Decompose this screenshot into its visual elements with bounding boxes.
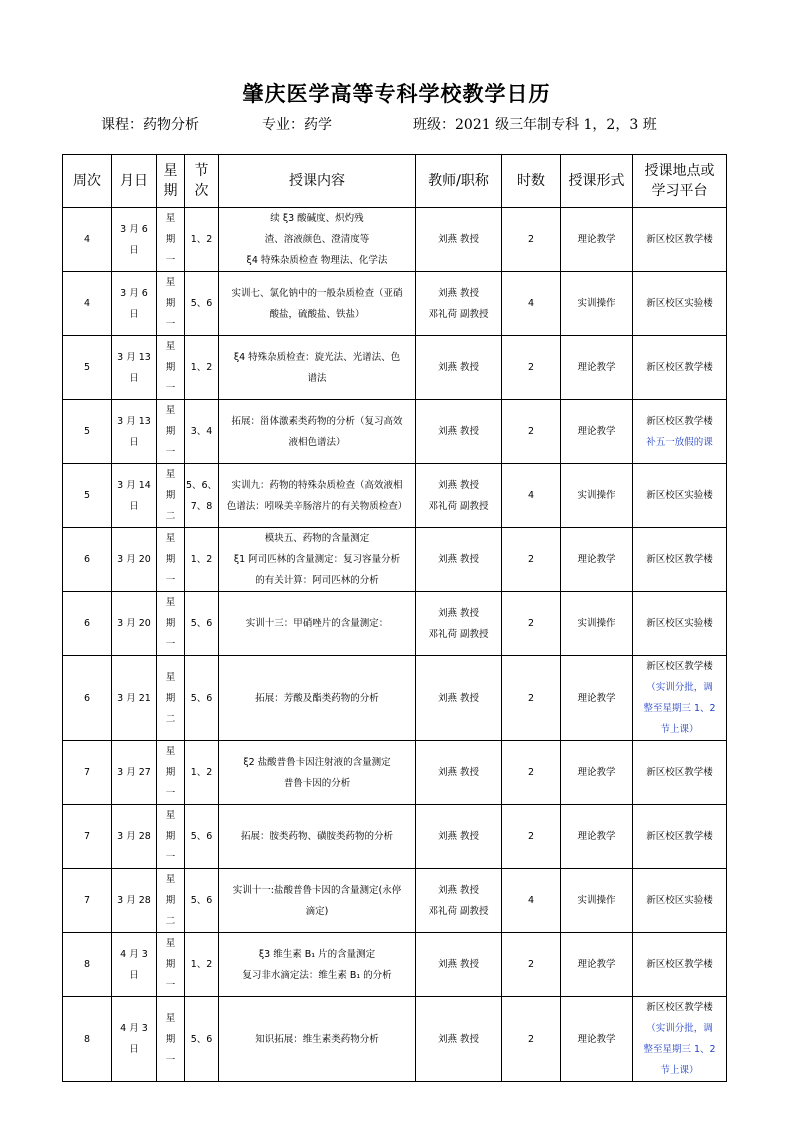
section-line: 1、2 [190,234,213,245]
content-cell [219,272,416,336]
date-line: 3 月 28 [117,831,151,842]
place-note-line: 节上课） [660,724,699,735]
content-line: 拓展：甾体激素类药物的分析（复习高效 [231,415,403,427]
weekday-line: 期 [165,895,176,906]
content-line: 实训九：药物的特殊杂质检查（高效液相 [231,479,403,491]
section-cell [185,869,219,933]
table-row [63,805,727,869]
place-note-line: 整至星期三 1、2 [643,1044,716,1055]
place-cell [633,464,727,528]
week-cell: 4 [63,208,112,272]
content-line: 谱法 [307,372,327,384]
weekday-line: 星 [165,213,176,224]
date-cell [112,741,157,805]
form-cell: 理论教学 [561,336,633,400]
weekday-line: 星 [165,1012,176,1024]
week-cell: 7 [63,805,112,869]
weekday-line: 期 [165,490,176,501]
section-line: 5、6 [190,618,213,629]
content-cell [219,933,416,997]
place-cell [633,208,727,272]
date-line: 日 [129,1044,139,1055]
weekday-line: 二 [165,916,176,927]
weekday-cell [157,805,185,869]
header-content: 授课内容 [219,155,416,208]
content-cell [219,805,416,869]
section-cell [185,805,219,869]
teacher-line: 刘燕 教授 [437,692,480,704]
teacher-line: 刘燕 教授 [437,767,480,778]
form-cell: 实训操作 [561,592,633,656]
weekday-line: 星 [165,746,176,757]
content-line: 复习非水滴定法：维生素 B₁ 的分析 [242,969,392,981]
date-line: 3 月 27 [117,767,151,778]
header-section: 节 次 [185,155,219,208]
teacher-line: 刘燕 教授 [437,959,480,970]
date-line: 日 [129,372,139,384]
header-row [63,155,727,208]
week-cell: 7 [63,741,112,805]
content-cell [219,592,416,656]
hours-cell: 2 [502,400,561,464]
weekday-line: 星 [165,533,176,544]
date-cell [112,933,157,997]
teacher-cell [416,741,502,805]
hours-cell: 2 [502,336,561,400]
content-line: 模块五、药物的含量测定 [264,533,370,544]
weekday-line: 期 [165,234,176,245]
place-line: 新区校区教学楼 [646,831,713,842]
content-cell [219,336,416,400]
place-cell [633,805,727,869]
teacher-line: 刘燕 教授 [437,1033,480,1045]
place-note-line: （实训分批，调 [646,1023,713,1034]
place-line: 新区校区教学楼 [646,661,713,672]
weekday-cell [157,208,185,272]
content-line: 拓展：胺类药物、磺胺类药物的分析 [240,831,393,842]
teacher-line: 刘燕 教授 [437,287,480,299]
section-cell [185,272,219,336]
place-cell [633,741,727,805]
date-line: 3 月 21 [117,692,151,704]
hours-cell: 2 [502,656,561,741]
content-line: 知识拓展：维生素类药物分析 [255,1033,379,1045]
header-weekday: 星 期 [157,155,185,208]
form-cell: 理论教学 [561,805,633,869]
section-line: 1、2 [190,362,213,373]
weekday-line: 期 [165,554,176,565]
teacher-line: 邓礼荷 副教授 [428,308,489,320]
weekday-cell [157,528,185,592]
date-line: 3 月 20 [117,554,151,565]
header-form: 授课形式 [561,155,633,208]
teacher-line: 邓礼荷 副教授 [428,905,489,917]
table-row [63,400,727,464]
content-line: 酸盐，硫酸盐、铁盐） [269,308,365,320]
teacher-cell [416,272,502,336]
hours-cell: 4 [502,464,561,528]
weekday-cell [157,272,185,336]
content-cell [219,208,416,272]
weekday-line: 一 [165,575,176,586]
place-note-line: 整至星期三 1、2 [643,703,716,714]
section-cell [185,336,219,400]
date-cell [112,997,157,1082]
content-line: 的有关计算：阿司匹林的分析 [255,575,379,586]
table-row [63,336,727,400]
form-cell: 理论教学 [561,656,633,741]
week-cell: 7 [63,869,112,933]
weekday-line: 期 [165,298,176,309]
table-row [63,997,727,1082]
table-row [63,528,727,592]
weekday-line: 一 [165,1054,176,1066]
weekday-cell [157,656,185,741]
major-label: 专业：药学 [262,117,332,133]
content-cell [219,400,416,464]
place-cell [633,656,727,741]
date-line: 3 月 14 [117,479,151,491]
content-line: 实训七、氯化钠中的一般杂质检查（亚硝 [231,287,403,299]
section-line: 5、6 [190,298,213,309]
teacher-line: 邓礼荷 副教授 [428,500,489,512]
place-line: 新区校区教学楼 [646,362,713,373]
place-note-line: 补五一放假的课 [646,436,713,448]
date-line: 日 [129,969,139,981]
place-cell [633,400,727,464]
teacher-cell [416,869,502,933]
date-cell [112,464,157,528]
date-cell [112,528,157,592]
place-cell [633,592,727,656]
place-line: 新区校区教学楼 [646,767,713,778]
date-cell [112,336,157,400]
date-cell [112,208,157,272]
section-line: 7、8 [190,500,213,512]
content-line: ξ4 特殊杂质检查：旋光法、光谱法、色 [233,351,401,363]
date-line: 4 月 3 [120,948,148,960]
page-title: 肇庆医学高等专科学校教学日历 [242,82,551,106]
content-line: 拓展：芳酸及酯类药物的分析 [255,692,379,704]
date-line: 日 [129,500,139,512]
hours-cell: 2 [502,805,561,869]
weekday-line: 期 [165,831,176,842]
content-line: ξ2 盐酸普鲁卡因注射液的含量测定 [243,756,391,768]
table-row [63,741,727,805]
teacher-cell [416,400,502,464]
form-cell: 理论教学 [561,933,633,997]
hours-cell: 2 [502,208,561,272]
weekday-line: 星 [165,874,176,885]
place-line: 新区校区教学楼 [646,959,713,970]
form-cell: 实训操作 [561,869,633,933]
teacher-line: 邓礼荷 副教授 [428,628,489,640]
date-cell [112,592,157,656]
weekday-cell [157,464,185,528]
weekday-line: 期 [165,362,176,373]
section-cell [185,464,219,528]
teacher-line: 刘燕 教授 [437,607,480,619]
teacher-cell [416,464,502,528]
section-cell [185,656,219,741]
date-line: 3 月 6 [120,223,148,235]
weekday-line: 星 [165,405,176,416]
hours-cell: 2 [502,741,561,805]
hours-cell: 2 [502,528,561,592]
content-line: ξ3 维生素 B₁ 片的含量测定 [258,948,376,960]
teacher-line: 刘燕 教授 [437,831,480,842]
weekday-line: 一 [165,447,176,458]
header-date: 月日 [112,155,157,208]
weekday-cell [157,997,185,1082]
weekday-line: 星 [165,938,176,949]
teacher-cell [416,805,502,869]
date-cell [112,272,157,336]
week-cell: 6 [63,528,112,592]
table-row [63,464,727,528]
teacher-line: 刘燕 教授 [437,884,480,896]
hours-cell: 4 [502,272,561,336]
section-cell [185,997,219,1082]
header-week: 周次 [63,155,112,208]
content-cell [219,656,416,741]
table-row [63,656,727,741]
section-cell [185,933,219,997]
place-line: 新区校区实验楼 [646,618,713,629]
hours-cell: 2 [502,592,561,656]
weekday-line: 一 [165,383,176,394]
date-cell [112,400,157,464]
teacher-cell [416,592,502,656]
weekday-line: 星 [165,341,176,352]
week-cell: 6 [63,656,112,741]
weekday-line: 一 [165,319,176,330]
date-line: 3 月 28 [117,895,151,906]
date-line: 日 [129,308,139,320]
weekday-line: 星 [165,469,176,480]
hours-cell: 2 [502,933,561,997]
week-cell: 8 [63,997,112,1082]
form-cell: 理论教学 [561,741,633,805]
weekday-cell [157,336,185,400]
place-note-line: （实训分批，调 [646,682,713,693]
table-row [63,592,727,656]
teacher-cell [416,208,502,272]
content-cell [219,869,416,933]
teacher-line: 刘燕 教授 [437,554,480,565]
teacher-cell [416,656,502,741]
teacher-cell [416,336,502,400]
content-line: 滴定) [305,905,329,917]
section-cell [185,528,219,592]
weekday-line: 星 [165,810,176,821]
content-cell [219,741,416,805]
section-cell [185,592,219,656]
weekday-line: 二 [165,511,176,522]
weekday-cell [157,933,185,997]
weekday-line: 一 [165,980,176,991]
content-line: 普鲁卡因的分析 [283,777,351,789]
date-line: 3 月 13 [117,351,151,363]
content-line: 实训十一:盐酸普鲁卡因的含量测定(永停 [232,884,402,896]
date-line: 3 月 13 [117,415,151,427]
content-line: 渣、溶液颜色、澄清度等 [264,234,370,245]
teacher-line: 刘燕 教授 [437,234,480,245]
date-cell [112,656,157,741]
week-cell: 5 [63,464,112,528]
section-cell [185,400,219,464]
place-cell [633,528,727,592]
date-cell [112,869,157,933]
teacher-cell [416,933,502,997]
weekday-line: 二 [165,713,176,725]
content-line: ξ4 特殊杂质检查 物理法、化学法 [246,255,388,266]
section-cell [185,208,219,272]
teacher-line: 刘燕 教授 [437,426,480,437]
section-line: 1、2 [190,767,213,778]
place-line: 新区校区实验楼 [646,895,713,906]
content-line: 液相色谱法） [288,436,346,448]
section-line: 1、2 [190,959,213,970]
weekday-cell [157,592,185,656]
teacher-line: 刘燕 教授 [437,362,480,373]
place-cell [633,336,727,400]
form-cell: 实训操作 [561,272,633,336]
content-line: ξ1 阿司匹林的含量测定：复习容量分析 [233,554,401,565]
date-cell [112,805,157,869]
section-cell [185,741,219,805]
date-line: 3 月 20 [117,618,151,629]
weekday-cell [157,741,185,805]
place-line: 新区校区教学楼 [646,415,713,427]
date-line: 日 [129,244,139,256]
table-row [63,272,727,336]
weekday-line: 期 [165,767,176,778]
content-cell [219,528,416,592]
teacher-cell [416,997,502,1082]
section-line: 1、2 [190,554,213,565]
table-row [63,869,727,933]
weekday-line: 一 [165,852,176,863]
place-line: 新区校区教学楼 [646,554,713,565]
class-label: 班级：2021 级三年制专科 1，2，3 班 [413,117,657,133]
content-line: 续 ξ3 酸碱度、炽灼残 [270,213,364,224]
section-line: 5、6 [190,1033,213,1045]
date-line: 日 [129,436,139,448]
form-cell: 理论教学 [561,400,633,464]
hours-cell: 4 [502,869,561,933]
weekday-line: 星 [165,671,176,683]
form-cell: 实训操作 [561,464,633,528]
place-note-line: 节上课） [660,1065,699,1076]
date-line: 4 月 3 [120,1023,148,1034]
place-line: 新区校区教学楼 [646,234,713,245]
weekday-line: 期 [165,692,176,704]
place-cell [633,869,727,933]
content-line: 实训十三：甲硝唑片的含量测定： [245,618,389,629]
place-cell [633,997,727,1082]
weekday-line: 一 [165,639,176,650]
section-line: 5、6、 [185,479,218,491]
header-place: 授课地点或 学习平台 [633,155,727,208]
weekday-line: 星 [165,277,176,288]
section-line: 3、4 [190,426,213,437]
content-line: 色谱法：吲哚美辛肠溶片的有关物质检查） [226,500,408,512]
week-cell: 8 [63,933,112,997]
form-cell: 理论教学 [561,997,633,1082]
place-cell [633,272,727,336]
section-line: 5、6 [190,895,213,906]
hours-cell: 2 [502,997,561,1082]
weekday-line: 期 [165,1033,176,1045]
section-line: 5、6 [190,692,213,704]
week-cell: 5 [63,400,112,464]
weekday-cell [157,400,185,464]
teacher-line: 刘燕 教授 [437,479,480,491]
place-cell [633,933,727,997]
teaching-calendar-table [62,154,727,1082]
content-cell [219,997,416,1082]
place-line: 新区校区实验楼 [646,298,713,309]
week-cell: 5 [63,336,112,400]
header-hours: 时数 [502,155,561,208]
weekday-line: 期 [165,426,176,437]
weekday-line: 星 [165,597,176,608]
place-line: 新区校区教学楼 [646,1002,713,1013]
weekday-line: 期 [165,618,176,629]
table-row [63,208,727,272]
weekday-line: 一 [165,255,176,266]
date-line: 3 月 6 [120,287,148,299]
section-line: 5、6 [190,831,213,842]
form-cell: 理论教学 [561,528,633,592]
place-line: 新区校区实验楼 [646,490,713,501]
weekday-line: 期 [165,959,176,970]
teacher-cell [416,528,502,592]
weekday-line: 一 [165,788,176,799]
content-cell [219,464,416,528]
week-cell: 6 [63,592,112,656]
course-label: 课程：药物分析 [101,117,199,133]
header-teacher: 教师/职称 [416,155,502,208]
weekday-cell [157,869,185,933]
table-row [63,933,727,997]
form-cell: 理论教学 [561,208,633,272]
week-cell: 4 [63,272,112,336]
